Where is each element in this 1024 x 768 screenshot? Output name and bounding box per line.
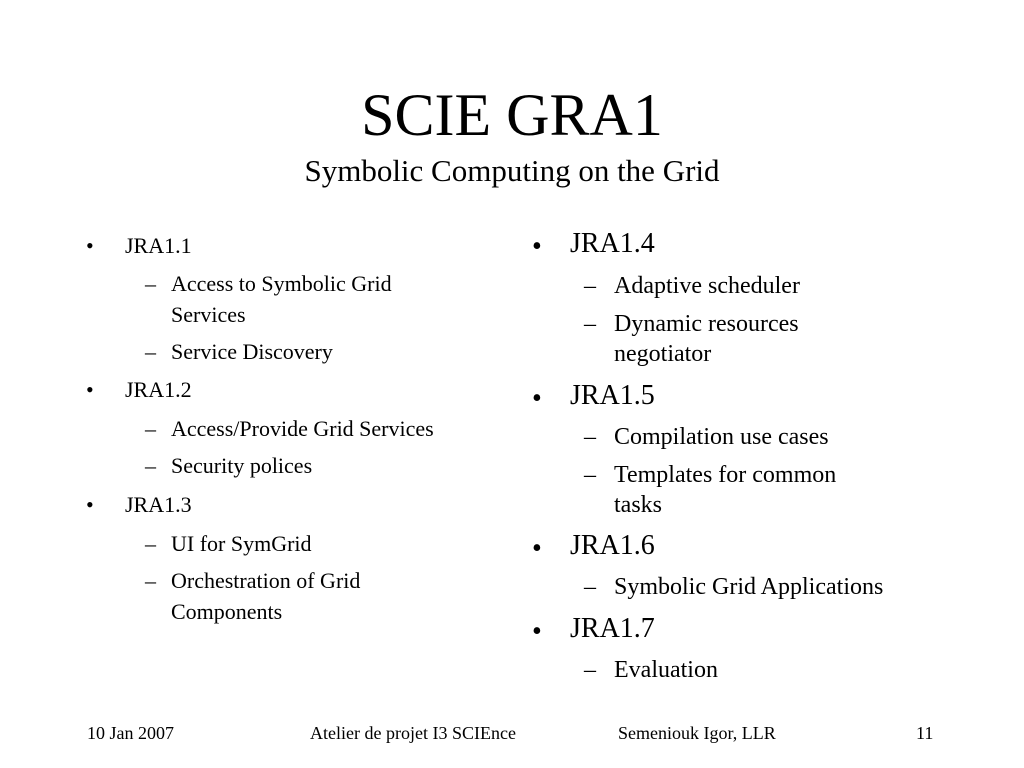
footer-author: Semeniouk Igor, LLR bbox=[618, 723, 776, 743]
subitem-text-line1: UI for SymGrid bbox=[171, 531, 312, 556]
subitem-text-line2: Components bbox=[171, 599, 283, 624]
dash-icon: – bbox=[584, 273, 596, 299]
bullet-icon: • bbox=[532, 231, 542, 262]
subitem-text-line1: Service Discovery bbox=[171, 339, 333, 364]
dash-icon: – bbox=[145, 271, 156, 296]
subitem-text-line1: Symbolic Grid Applications bbox=[614, 574, 884, 600]
subitem-text-line1: Access/Provide Grid Services bbox=[171, 416, 434, 441]
dash-icon: – bbox=[584, 462, 596, 488]
bullet-icon: • bbox=[532, 533, 542, 564]
bullet-icon: • bbox=[86, 233, 94, 258]
dash-icon: – bbox=[145, 453, 156, 478]
bullet-icon: • bbox=[86, 377, 94, 402]
subitem-text-line1: Templates for common bbox=[614, 462, 837, 488]
subitem-text-line2: tasks bbox=[614, 492, 662, 518]
bullet-icon: • bbox=[532, 383, 542, 414]
bullet-label: JRA1.6 bbox=[570, 530, 655, 561]
subitem-text-line2: negotiator bbox=[614, 341, 712, 367]
subitem-text-line1: Compilation use cases bbox=[614, 424, 829, 450]
dash-icon: – bbox=[145, 568, 156, 593]
subitem-text-line1: Adaptive scheduler bbox=[614, 273, 800, 299]
dash-icon: – bbox=[584, 657, 596, 683]
subitem-text-line1: Dynamic resources bbox=[614, 311, 799, 337]
subitem-text-line1: Evaluation bbox=[614, 657, 718, 683]
footer-page-number: 11 bbox=[916, 723, 934, 743]
dash-icon: – bbox=[584, 311, 596, 337]
slide-subtitle: Symbolic Computing on the Grid bbox=[304, 153, 720, 188]
subitem-text-line2: Services bbox=[171, 302, 246, 327]
bullet-icon: • bbox=[86, 492, 94, 517]
bullet-label: JRA1.1 bbox=[125, 233, 192, 258]
subitem-text-line1: Security polices bbox=[171, 453, 313, 478]
dash-icon: – bbox=[584, 424, 596, 450]
bullet-icon: • bbox=[532, 616, 542, 647]
footer-event: Atelier de projet I3 SCIEnce bbox=[310, 723, 516, 743]
slide-title: SCIE GRA1 bbox=[361, 82, 663, 148]
bullet-label: JRA1.7 bbox=[570, 613, 655, 644]
dash-icon: – bbox=[584, 574, 596, 600]
subitem-text-line1: Orchestration of Grid bbox=[171, 568, 361, 593]
footer-date: 10 Jan 2007 bbox=[87, 723, 174, 743]
bullet-label: JRA1.3 bbox=[125, 492, 192, 517]
dash-icon: – bbox=[145, 339, 156, 364]
bullet-label: JRA1.4 bbox=[570, 228, 655, 259]
bullet-label: JRA1.5 bbox=[570, 380, 655, 411]
bullet-label: JRA1.2 bbox=[125, 377, 192, 402]
dash-icon: – bbox=[145, 531, 156, 556]
dash-icon: – bbox=[145, 416, 156, 441]
subitem-text-line1: Access to Symbolic Grid bbox=[171, 271, 392, 296]
